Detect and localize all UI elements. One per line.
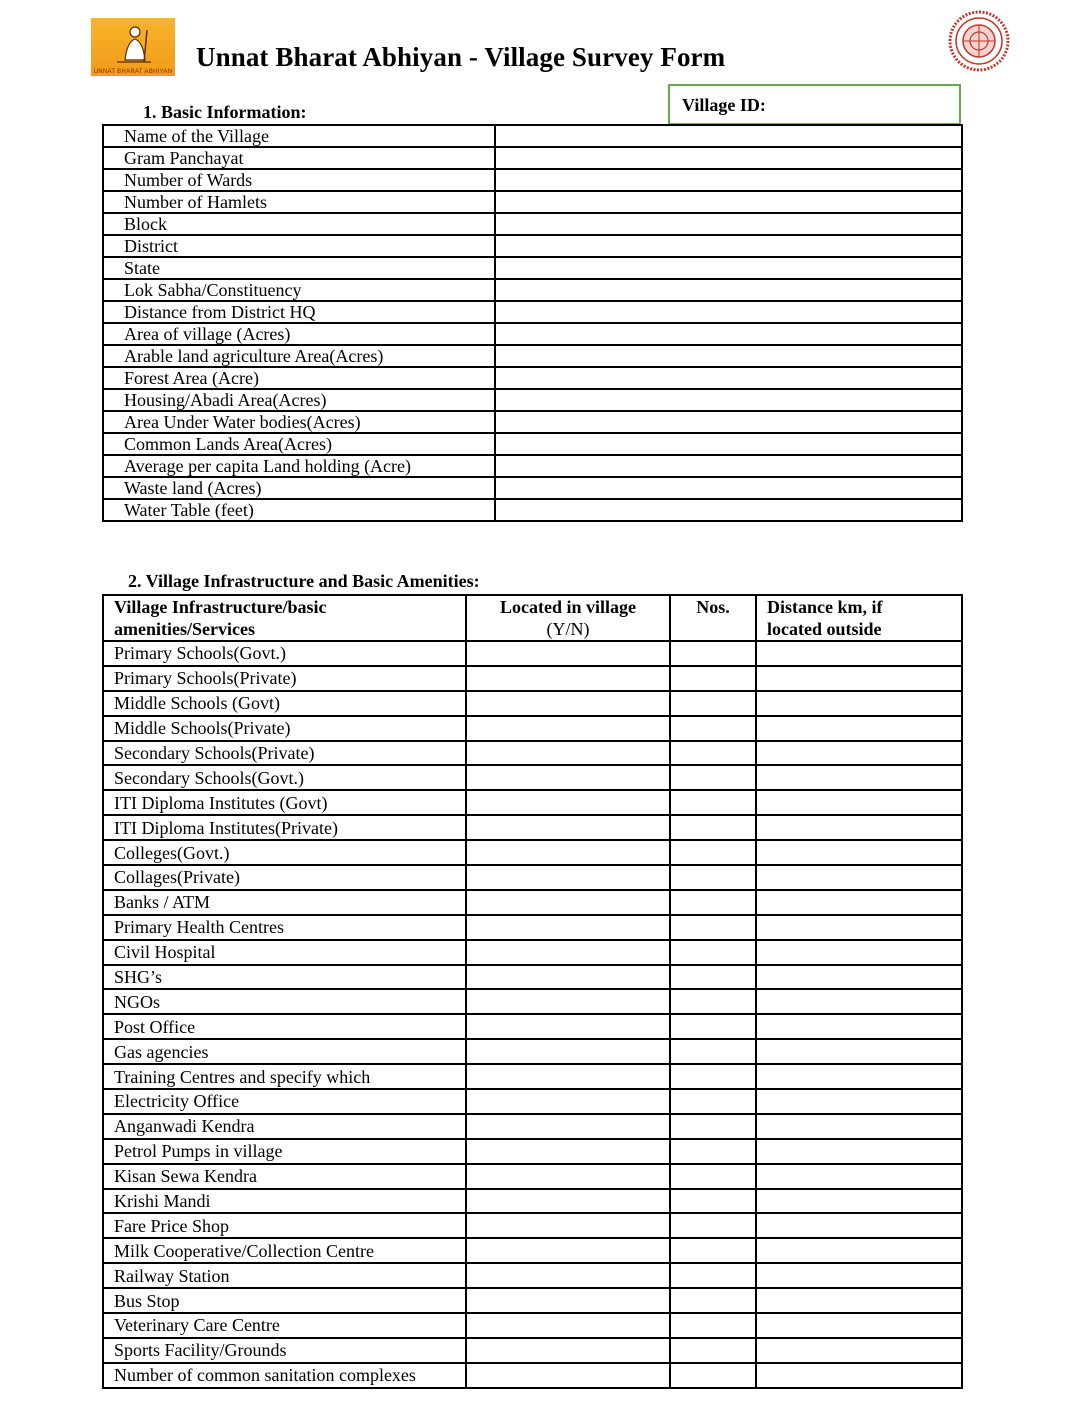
distance-field[interactable] [756, 1039, 962, 1064]
nos-field[interactable] [670, 865, 756, 890]
located-in-village-field[interactable] [466, 1089, 670, 1114]
village-id-label: Village ID: [682, 95, 766, 115]
nos-field[interactable] [670, 940, 756, 965]
header-distance [756, 595, 962, 641]
located-in-village-field[interactable] [466, 741, 670, 766]
table-row [103, 989, 962, 1014]
amenity-label: Electricity Office [103, 1089, 466, 1114]
table-row [103, 235, 962, 257]
nos-field[interactable] [670, 1263, 756, 1288]
infrastructure-heading: 2. Village Infrastructure and Basic Amenities: [128, 571, 480, 591]
nos-field[interactable] [670, 790, 756, 815]
located-in-village-field[interactable] [466, 716, 670, 741]
table-row [103, 1139, 962, 1164]
distance-field[interactable] [756, 1288, 962, 1313]
table-row [103, 1014, 962, 1039]
nos-field[interactable] [670, 691, 756, 716]
distance-field[interactable] [756, 765, 962, 790]
distance-field[interactable] [756, 1139, 962, 1164]
nos-field[interactable] [670, 965, 756, 990]
village-id-field[interactable] [668, 84, 961, 125]
located-in-village-field[interactable] [466, 815, 670, 840]
infrastructure-header-row [103, 595, 962, 641]
distance-field[interactable] [756, 1213, 962, 1238]
basic-information-heading: 1. Basic Information: [143, 102, 307, 122]
located-in-village-field[interactable] [466, 1288, 670, 1313]
distance-field[interactable] [756, 716, 962, 741]
gandhi-figure-icon [111, 24, 155, 64]
located-in-village-field[interactable] [466, 1263, 670, 1288]
located-in-village-field[interactable] [466, 965, 670, 990]
amenity-label: Primary Schools(Govt.) [103, 641, 466, 666]
amenity-label: ITI Diploma Institutes(Private) [103, 815, 466, 840]
basic-info-label: Gram Panchayat [103, 147, 495, 169]
table-row [103, 301, 962, 323]
amenity-label: Sports Facility/Grounds [103, 1338, 466, 1363]
located-in-village-field[interactable] [466, 1313, 670, 1338]
table-row [103, 1338, 962, 1363]
table-row [103, 191, 962, 213]
located-in-village-field[interactable] [466, 765, 670, 790]
nos-field[interactable] [670, 815, 756, 840]
basic-info-value-field[interactable] [495, 279, 962, 301]
distance-field[interactable] [756, 865, 962, 890]
basic-info-value-field[interactable] [495, 345, 962, 367]
amenity-label: Secondary Schools(Govt.) [103, 765, 466, 790]
distance-field[interactable] [756, 1189, 962, 1214]
table-row [103, 1164, 962, 1189]
table-row [103, 477, 962, 499]
table-row [103, 765, 962, 790]
basic-info-label: Housing/Abadi Area(Acres) [103, 389, 495, 411]
basic-info-label: Block [103, 213, 495, 235]
amenity-label: Post Office [103, 1014, 466, 1039]
table-row [103, 741, 962, 766]
basic-info-value-field[interactable] [495, 125, 962, 147]
nos-field[interactable] [670, 1213, 756, 1238]
basic-info-value-field[interactable] [495, 411, 962, 433]
located-in-village-field[interactable] [466, 666, 670, 691]
nos-field[interactable] [670, 840, 756, 865]
table-row [103, 1114, 962, 1139]
located-in-village-field[interactable] [466, 989, 670, 1014]
distance-field[interactable] [756, 989, 962, 1014]
located-in-village-field[interactable] [466, 1363, 670, 1388]
basic-info-value-field[interactable] [495, 477, 962, 499]
nos-field[interactable] [670, 1064, 756, 1089]
nos-field[interactable] [670, 641, 756, 666]
header-amenity [103, 595, 466, 641]
amenity-label: Anganwadi Kendra [103, 1114, 466, 1139]
table-row [103, 840, 962, 865]
basic-info-label: Lok Sabha/Constituency [103, 279, 495, 301]
basic-info-label: Area of village (Acres) [103, 323, 495, 345]
amenity-label: Railway Station [103, 1263, 466, 1288]
located-in-village-field[interactable] [466, 790, 670, 815]
table-row [103, 169, 962, 191]
basic-info-value-field[interactable] [495, 191, 962, 213]
amenity-label: Civil Hospital [103, 940, 466, 965]
located-in-village-field[interactable] [466, 1014, 670, 1039]
distance-field[interactable] [756, 1363, 962, 1388]
basic-info-value-field[interactable] [495, 257, 962, 279]
located-in-village-field[interactable] [466, 840, 670, 865]
distance-field[interactable] [756, 890, 962, 915]
nos-field[interactable] [670, 989, 756, 1014]
header-located-line1: Located in village [500, 597, 636, 617]
basic-info-label: Average per capita Land holding (Acre) [103, 455, 495, 477]
infrastructure-table [102, 594, 963, 1389]
located-in-village-field[interactable] [466, 890, 670, 915]
table-row [103, 1288, 962, 1313]
header-located-line2: (Y/N) [546, 619, 590, 639]
amenity-label: Krishi Mandi [103, 1189, 466, 1214]
located-in-village-field[interactable] [466, 865, 670, 890]
amenity-label: Gas agencies [103, 1039, 466, 1064]
table-row [103, 279, 962, 301]
nos-field[interactable] [670, 1039, 756, 1064]
amenity-label: Veterinary Care Centre [103, 1313, 466, 1338]
distance-field[interactable] [756, 790, 962, 815]
nos-field[interactable] [670, 1164, 756, 1189]
table-row [103, 1213, 962, 1238]
basic-info-label: Number of Wards [103, 169, 495, 191]
table-row [103, 499, 962, 521]
table-row [103, 455, 962, 477]
amenity-label: Middle Schools (Govt) [103, 691, 466, 716]
basic-info-value-field[interactable] [495, 367, 962, 389]
table-row [103, 213, 962, 235]
nos-field[interactable] [670, 1189, 756, 1214]
basic-info-label: Number of Hamlets [103, 191, 495, 213]
distance-field[interactable] [756, 641, 962, 666]
amenity-label: Number of common sanitation complexes [103, 1363, 466, 1388]
nos-field[interactable] [670, 1238, 756, 1263]
nos-field[interactable] [670, 741, 756, 766]
table-row [103, 815, 962, 840]
basic-info-value-field[interactable] [495, 213, 962, 235]
table-row [103, 323, 962, 345]
table-row [103, 641, 962, 666]
table-row [103, 1238, 962, 1263]
amenity-label: SHG’s [103, 965, 466, 990]
nos-field[interactable] [670, 1014, 756, 1039]
nos-field[interactable] [670, 1313, 756, 1338]
page-title: Unnat Bharat Abhiyan - Village Survey Form [196, 42, 726, 72]
nos-field[interactable] [670, 716, 756, 741]
table-row [103, 1039, 962, 1064]
amenity-label: Primary Schools(Private) [103, 666, 466, 691]
table-row [103, 411, 962, 433]
basic-info-label: Area Under Water bodies(Acres) [103, 411, 495, 433]
distance-field[interactable] [756, 1263, 962, 1288]
basic-info-value-field[interactable] [495, 323, 962, 345]
nos-field[interactable] [670, 1139, 756, 1164]
amenity-label: ITI Diploma Institutes (Govt) [103, 790, 466, 815]
distance-field[interactable] [756, 691, 962, 716]
located-in-village-field[interactable] [466, 1114, 670, 1139]
located-in-village-field[interactable] [466, 1139, 670, 1164]
amenity-label: Collages(Private) [103, 865, 466, 890]
basic-info-value-field[interactable] [495, 235, 962, 257]
nos-field[interactable] [670, 1288, 756, 1313]
table-row [103, 1189, 962, 1214]
located-in-village-field[interactable] [466, 1338, 670, 1363]
table-row [103, 915, 962, 940]
table-row [103, 1064, 962, 1089]
table-row [103, 790, 962, 815]
amenity-label: Fare Price Shop [103, 1213, 466, 1238]
nos-field[interactable] [670, 1363, 756, 1388]
table-row [103, 965, 962, 990]
amenity-label: Middle Schools(Private) [103, 716, 466, 741]
located-in-village-field[interactable] [466, 641, 670, 666]
distance-field[interactable] [756, 741, 962, 766]
table-row [103, 125, 962, 147]
basic-info-label: Arable land agriculture Area(Acres) [103, 345, 495, 367]
located-in-village-field[interactable] [466, 1213, 670, 1238]
distance-field[interactable] [756, 1064, 962, 1089]
table-row [103, 1089, 962, 1114]
table-row [103, 345, 962, 367]
distance-field[interactable] [756, 1114, 962, 1139]
basic-info-label: Water Table (feet) [103, 499, 495, 521]
amenity-label: Colleges(Govt.) [103, 840, 466, 865]
basic-info-label: State [103, 257, 495, 279]
table-row [103, 940, 962, 965]
distance-field[interactable] [756, 840, 962, 865]
distance-field[interactable] [756, 1238, 962, 1263]
header-located-in-village [466, 595, 670, 641]
amenity-label: Banks / ATM [103, 890, 466, 915]
header-amenity-line2: amenities/Services [114, 619, 255, 639]
distance-field[interactable] [756, 1338, 962, 1363]
amenity-label: Milk Cooperative/Collection Centre [103, 1238, 466, 1263]
basic-info-value-field[interactable] [495, 389, 962, 411]
unnat-bharat-logo [91, 18, 175, 76]
basic-info-value-field[interactable] [495, 433, 962, 455]
header-amenity-line1: Village Infrastructure/basic [114, 597, 327, 617]
amenity-label: Petrol Pumps in village [103, 1139, 466, 1164]
amenity-label: Secondary Schools(Private) [103, 741, 466, 766]
table-row [103, 147, 962, 169]
header-distance-line2: located outside [767, 619, 882, 639]
table-row [103, 691, 962, 716]
table-row [103, 890, 962, 915]
table-row [103, 1313, 962, 1338]
nos-field[interactable] [670, 915, 756, 940]
table-row [103, 257, 962, 279]
table-row [103, 389, 962, 411]
distance-field[interactable] [756, 940, 962, 965]
nos-field[interactable] [670, 765, 756, 790]
located-in-village-field[interactable] [466, 1064, 670, 1089]
nos-field[interactable] [670, 1114, 756, 1139]
distance-field[interactable] [756, 965, 962, 990]
amenity-label: Primary Health Centres [103, 915, 466, 940]
basic-information-table [102, 124, 963, 522]
institute-seal-icon [948, 10, 1010, 72]
located-in-village-field[interactable] [466, 1238, 670, 1263]
amenity-label: Kisan Sewa Kendra [103, 1164, 466, 1189]
basic-info-label: Common Lands Area(Acres) [103, 433, 495, 455]
distance-field[interactable] [756, 1313, 962, 1338]
nos-field[interactable] [670, 890, 756, 915]
table-row [103, 716, 962, 741]
distance-field[interactable] [756, 666, 962, 691]
header-nos-label: Nos. [696, 597, 730, 617]
basic-info-value-field[interactable] [495, 499, 962, 521]
located-in-village-field[interactable] [466, 915, 670, 940]
header-distance-line1: Distance km, if [767, 597, 883, 617]
table-row [103, 865, 962, 890]
distance-field[interactable] [756, 815, 962, 840]
basic-info-label: Name of the Village [103, 125, 495, 147]
table-row [103, 666, 962, 691]
basic-info-value-field[interactable] [495, 147, 962, 169]
distance-field[interactable] [756, 915, 962, 940]
located-in-village-field[interactable] [466, 691, 670, 716]
table-row [103, 1263, 962, 1288]
distance-field[interactable] [756, 1014, 962, 1039]
table-row [103, 1363, 962, 1388]
logo-caption: UNNAT BHARAT ABHIYAN [93, 69, 173, 75]
basic-info-label: Distance from District HQ [103, 301, 495, 323]
header-nos [670, 595, 756, 641]
located-in-village-field[interactable] [466, 1039, 670, 1064]
nos-field[interactable] [670, 666, 756, 691]
basic-info-label: Waste land (Acres) [103, 477, 495, 499]
amenity-label: Bus Stop [103, 1288, 466, 1313]
table-row [103, 367, 962, 389]
amenity-label: NGOs [103, 989, 466, 1014]
located-in-village-field[interactable] [466, 1164, 670, 1189]
located-in-village-field[interactable] [466, 1189, 670, 1214]
basic-info-value-field[interactable] [495, 455, 962, 477]
distance-field[interactable] [756, 1164, 962, 1189]
nos-field[interactable] [670, 1338, 756, 1363]
distance-field[interactable] [756, 1089, 962, 1114]
basic-info-label: Forest Area (Acre) [103, 367, 495, 389]
nos-field[interactable] [670, 1089, 756, 1114]
located-in-village-field[interactable] [466, 940, 670, 965]
basic-info-label: District [103, 235, 495, 257]
basic-info-value-field[interactable] [495, 301, 962, 323]
amenity-label: Training Centres and specify which [103, 1064, 466, 1089]
table-row [103, 433, 962, 455]
basic-info-value-field[interactable] [495, 169, 962, 191]
